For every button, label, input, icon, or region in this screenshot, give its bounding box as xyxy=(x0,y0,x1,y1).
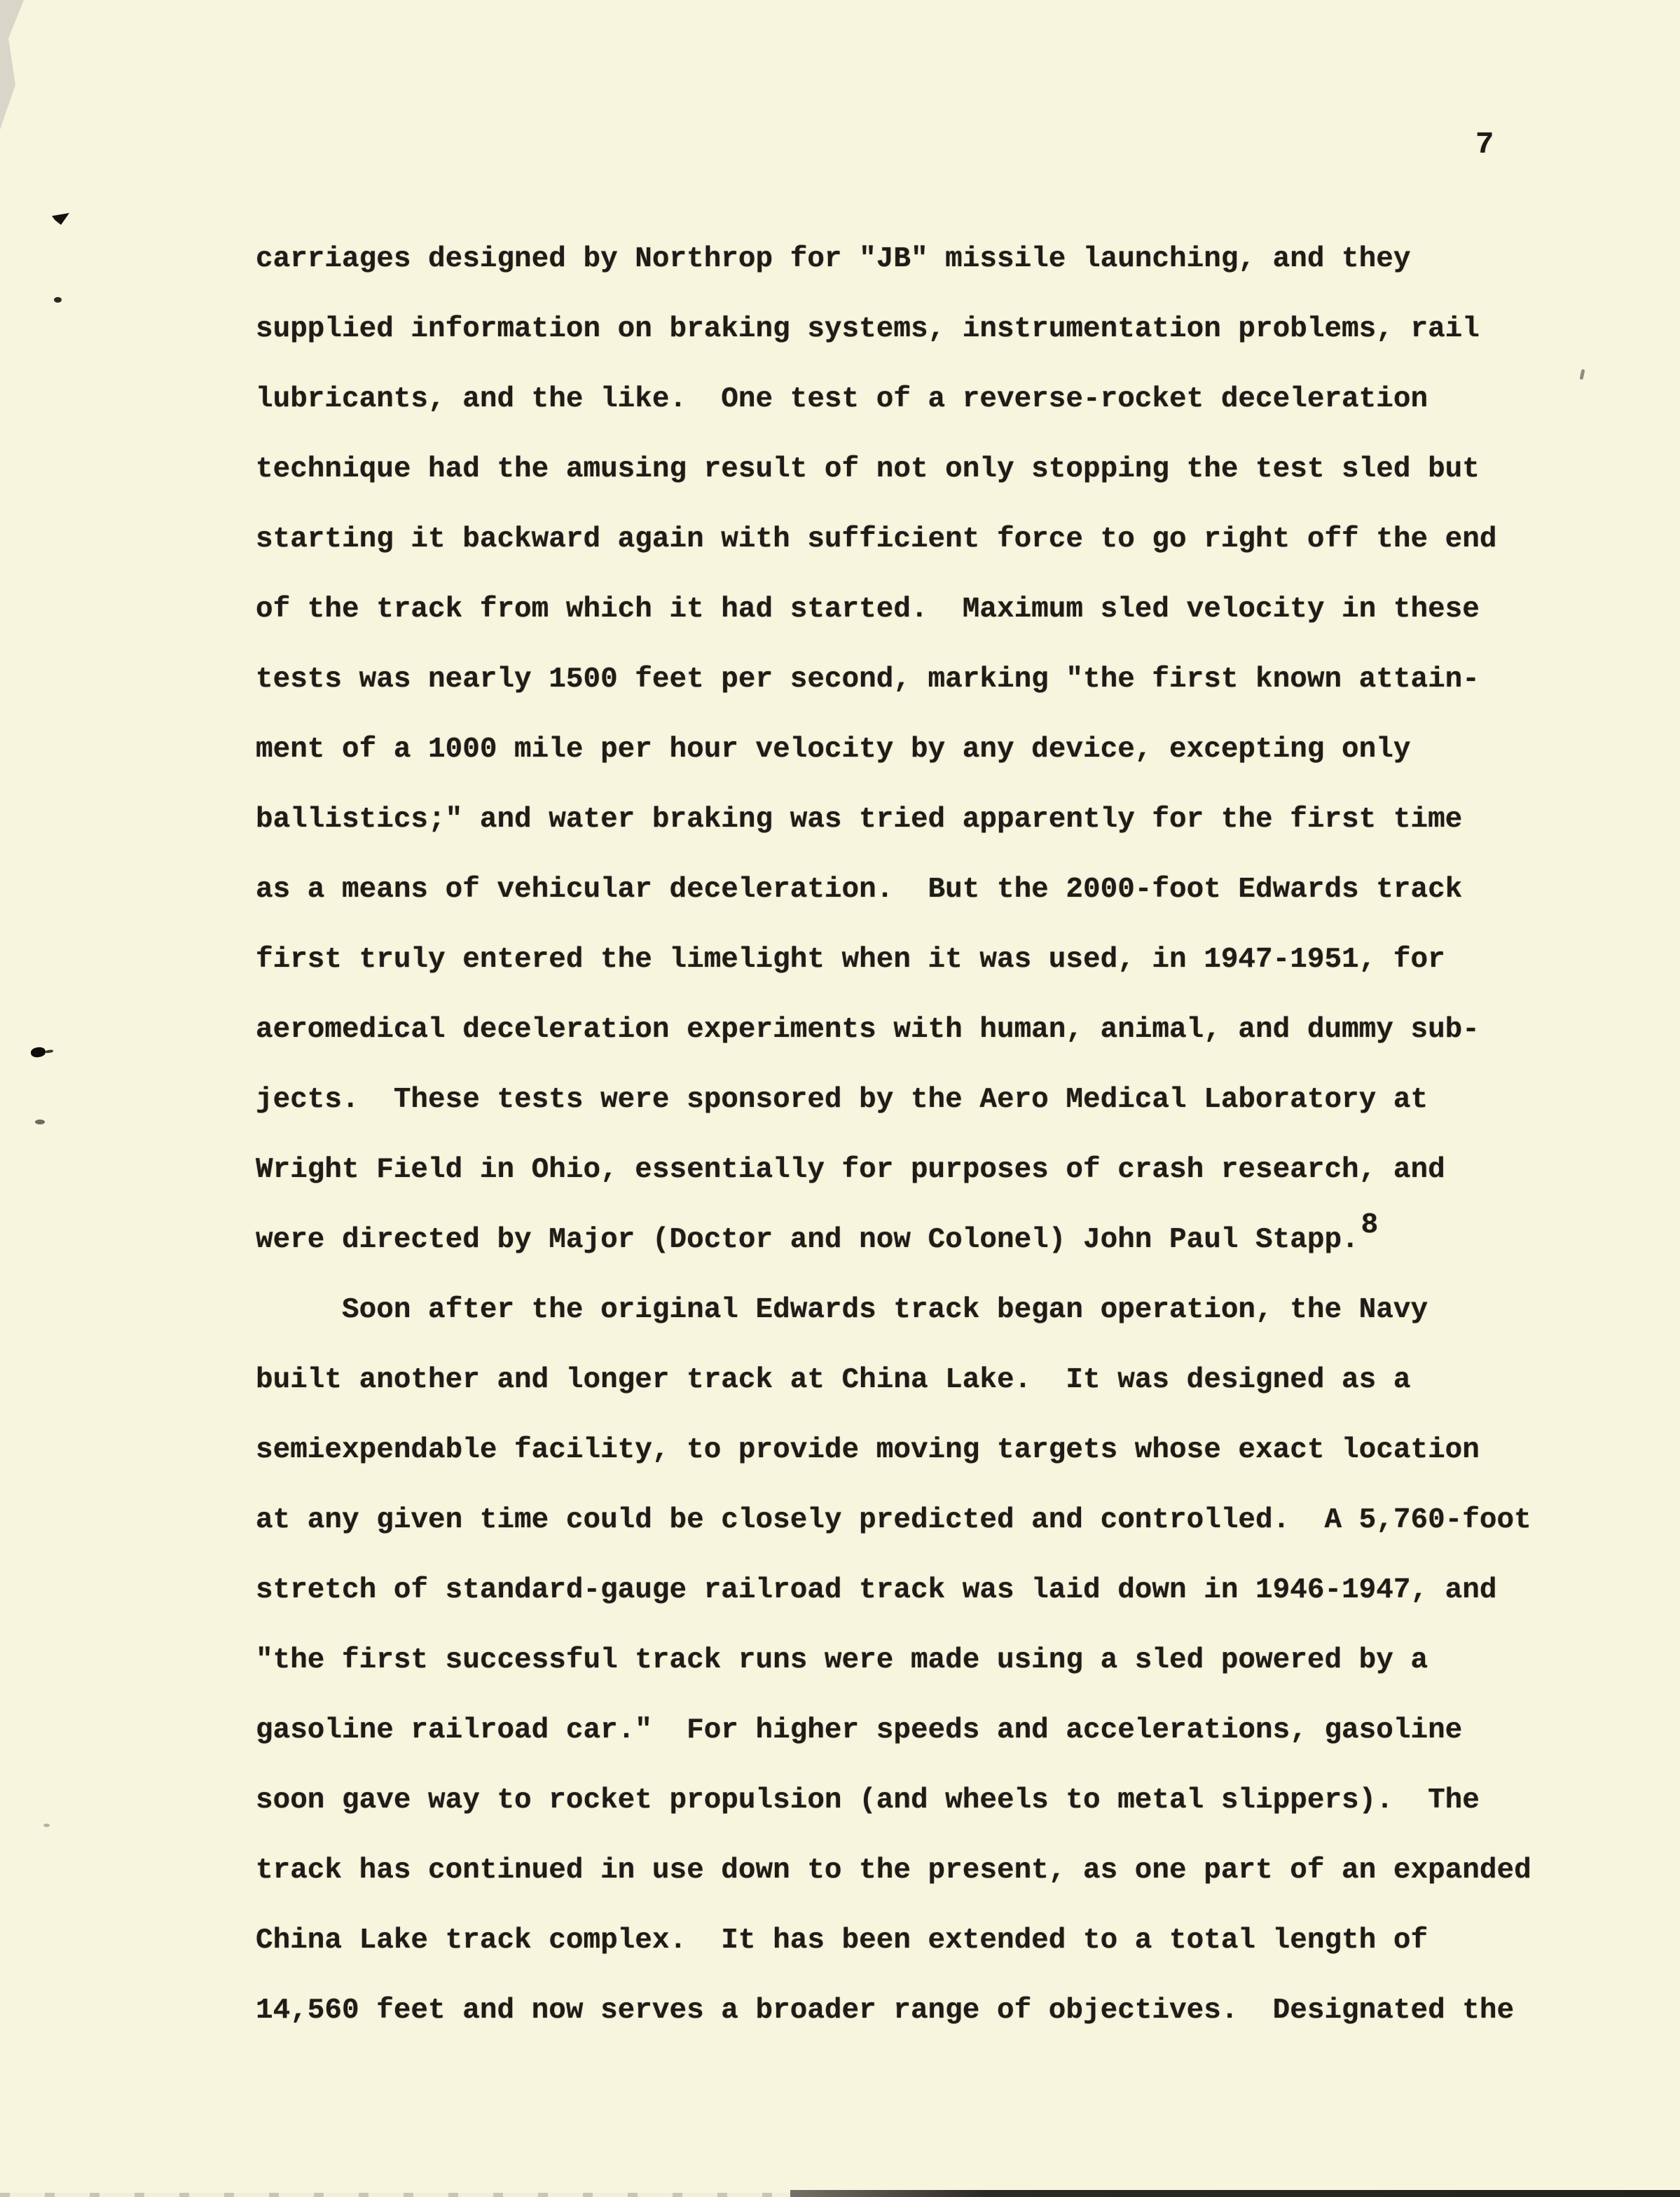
text-line xyxy=(256,1345,1643,1415)
margin-ink-speck xyxy=(43,1824,50,1827)
scan-bottom-edge-specks xyxy=(0,2193,790,2197)
text-line xyxy=(256,715,1643,785)
text-line-content: soon gave way to rocket propulsion (and wheels to metal slippers). The xyxy=(256,1784,1480,1817)
text-line xyxy=(256,1695,1643,1765)
text-line-content: as a means of vehicular deceleration. But the 2000-foot Edwards track xyxy=(256,874,1463,906)
text-line-content: "the first successful track runs were made using a sled powered by a xyxy=(256,1644,1428,1676)
page-number: 7 xyxy=(1475,128,1494,163)
text-line xyxy=(256,1415,1643,1485)
text-line-content: ballistics;" and water braking was tried apparently for the first time xyxy=(256,804,1463,836)
text-line-content: technique had the amusing result of not only stopping the test sled but xyxy=(256,453,1480,485)
text-line-content: track has continued in use down to the present, as one part of an expanded xyxy=(256,1854,1531,1887)
text-line xyxy=(256,294,1643,364)
text-line xyxy=(256,434,1643,504)
text-line-content: stretch of standard-gauge railroad track was laid down in 1946-1947, and xyxy=(256,1574,1497,1606)
page-corner-fold-artifact xyxy=(0,0,28,137)
text-line-content: aeromedical deceleration experiments with human, animal, and dummy sub- xyxy=(256,1014,1480,1046)
text-line xyxy=(256,1625,1643,1695)
footnote-reference: 8 xyxy=(1361,1208,1379,1241)
text-line-content: Soon after the original Edwards track began operation, the Navy xyxy=(256,1294,1428,1326)
text-line xyxy=(256,855,1643,925)
text-line xyxy=(256,364,1643,434)
text-line-content: first truly entered the limelight when it was used, in 1947-1951, for xyxy=(256,944,1445,976)
scan-bottom-edge-artifact xyxy=(790,2190,1680,2197)
text-line-content: built another and longer track at China Lake. It was designed as a xyxy=(256,1364,1411,1396)
text-line xyxy=(256,1135,1643,1205)
text-line xyxy=(256,504,1643,574)
text-line xyxy=(256,995,1643,1065)
text-line-content: tests was nearly 1500 feet per second, marking "the first known attain- xyxy=(256,663,1480,696)
text-line xyxy=(256,785,1643,855)
text-line xyxy=(256,1555,1643,1625)
text-line-content: were directed by Major (Doctor and now Colonel) John Paul Stapp. xyxy=(256,1224,1359,1256)
text-line-content: gasoline railroad car." For higher speeds and accelerations, gasoline xyxy=(256,1714,1463,1747)
text-line-content: jects. These tests were sponsored by the Aero Medical Laboratory at xyxy=(256,1084,1428,1116)
margin-ink-dot xyxy=(54,297,62,303)
text-line-content: China Lake track complex. It has been extended to a total length of xyxy=(256,1924,1428,1957)
text-line xyxy=(256,1275,1643,1345)
text-line-content: supplied information on braking systems, instrumentation problems, rail xyxy=(256,313,1480,345)
text-line-content: semiexpendable facility, to provide moving targets whose exact location xyxy=(256,1434,1480,1466)
text-line xyxy=(256,1205,1643,1275)
text-line xyxy=(256,224,1643,294)
text-line xyxy=(256,1836,1643,1906)
text-line-content: Wright Field in Ohio, essentially for purposes of crash research, and xyxy=(256,1154,1445,1186)
text-line-content: at any given time could be closely predicted and controlled. A 5,760-foot xyxy=(256,1504,1531,1536)
body-text xyxy=(256,224,1643,2046)
text-line-content: lubricants, and the like. One test of a reverse-rocket deceleration xyxy=(256,383,1428,415)
margin-ink-blob xyxy=(30,1047,46,1059)
text-line-content: ment of a 1000 mile per hour velocity by any device, excepting only xyxy=(256,734,1411,766)
text-line-content: starting it backward again with sufficient force to go right off the end xyxy=(256,523,1497,556)
margin-ink-mark xyxy=(52,213,69,225)
text-line xyxy=(256,1765,1643,1836)
text-line xyxy=(256,574,1643,645)
text-line xyxy=(256,645,1643,715)
text-line xyxy=(256,1065,1643,1135)
margin-ink-smudge xyxy=(35,1120,45,1124)
text-line xyxy=(256,925,1643,995)
text-line-content: carriages designed by Northrop for "JB" missile launching, and they xyxy=(256,243,1411,275)
text-line xyxy=(256,1485,1643,1555)
text-line xyxy=(256,1976,1643,2046)
text-line-content: 14,560 feet and now serves a broader range of objectives. Designated the xyxy=(256,1995,1515,2027)
text-line-content: of the track from which it had started. Maximum sled velocity in these xyxy=(256,593,1480,626)
text-line xyxy=(256,1906,1643,1976)
